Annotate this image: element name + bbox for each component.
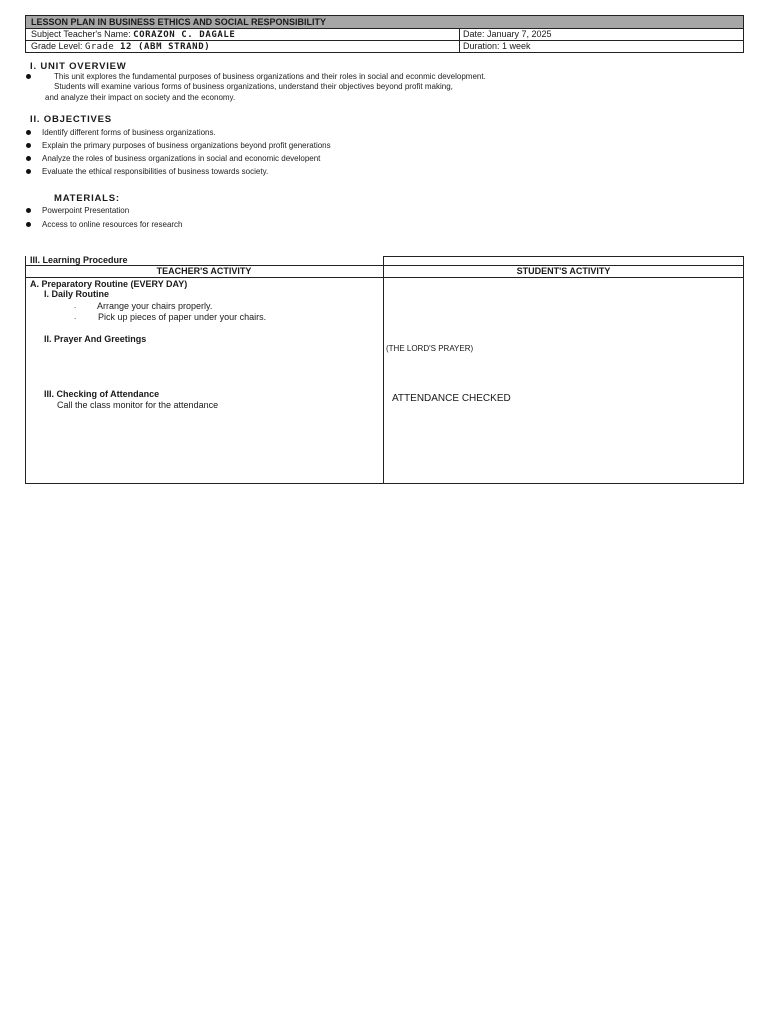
grade-label: Grade Level: (31, 41, 86, 51)
objective-item: Explain the primary purposes of business organizations beyond profit generations (42, 141, 331, 150)
objective-bullet-icon (26, 156, 31, 161)
grade-row (26, 40, 743, 52)
overview-line-2: Students will examine various forms of business organizations, understand their objectives beyond profit making, (54, 82, 453, 91)
material-item: Powerpoint Presentation (42, 206, 130, 215)
duration-cell: Duration: 1 week (463, 41, 531, 51)
overview-line-1: This unit explores the fundamental purposes of business organizations and their roles in social and econmic development. (54, 72, 486, 81)
material-item: Access to online resources for research (42, 220, 183, 229)
objective-bullet-icon (26, 169, 31, 174)
overview-line-3: and analyze their impact on society and the economy. (45, 93, 236, 102)
procedure-table (25, 256, 744, 484)
grade-prefix: Grade (85, 42, 120, 52)
attendance-response: ATTENDANCE CHECKED (392, 393, 511, 404)
preparatory-routine-heading: A. Preparatory Routine (EVERY DAY) (30, 279, 188, 289)
table-bottom-line (25, 483, 744, 484)
material-bullet-icon (26, 222, 31, 227)
table-top-line (383, 256, 744, 257)
teacher-activity-header: TEACHER'S ACTIVITY (156, 266, 252, 276)
table-divider (383, 256, 384, 484)
student-activity-header: STUDENT'S ACTIVITY (516, 266, 611, 276)
header-table (25, 15, 744, 53)
procedure-heading: III. Learning Procedure (30, 255, 128, 265)
grade-value: 12 (ABM STRAND) (119, 42, 211, 52)
date-cell: Date: January 7, 2025 (463, 29, 552, 39)
prayer-response: (THE LORD'S PRAYER) (386, 344, 474, 353)
daily-routine-heading: I. Daily Routine (44, 289, 110, 299)
teacher-cell (26, 29, 460, 40)
objective-item: Identify different forms of business organizations. (42, 128, 216, 137)
objective-item: Evaluate the ethical responsibilities of business towards society. (42, 167, 269, 176)
routine-marker: . (74, 301, 77, 310)
objective-bullet-icon (26, 143, 31, 148)
routine-item: Pick up pieces of paper under your chairs. (98, 312, 267, 322)
unit-overview-heading: I. UNIT OVERVIEW (30, 61, 127, 72)
routine-item: Arrange your chairs properly. (97, 301, 213, 311)
attendance-heading: III. Checking of Attendance (44, 389, 160, 399)
attendance-detail: Call the class monitor for the attendance (57, 400, 219, 410)
grade-cell (26, 41, 460, 52)
materials-heading: MATERIALS: (54, 193, 120, 204)
objective-bullet-icon (26, 130, 31, 135)
objectives-heading: II. OBJECTIVES (30, 114, 112, 125)
material-bullet-icon (26, 208, 31, 213)
teacher-row (26, 29, 743, 40)
table-border-right (743, 256, 744, 484)
teacher-name: CORAZON C. DAGALE (133, 30, 236, 40)
header-bottom-line (25, 277, 744, 278)
routine-marker: . (74, 312, 77, 321)
table-border-left (25, 256, 26, 484)
lesson-plan-title: LESSON PLAN IN BUSINESS ETHICS AND SOCIAL RESPONSIBILITY (26, 16, 743, 29)
objective-item: Analyze the roles of business organizations in social and economic developent (42, 154, 321, 163)
overview-bullet-icon (26, 74, 31, 79)
teacher-label: Subject Teacher's Name: (31, 29, 134, 39)
prayer-heading: II. Prayer And Greetings (44, 334, 147, 344)
